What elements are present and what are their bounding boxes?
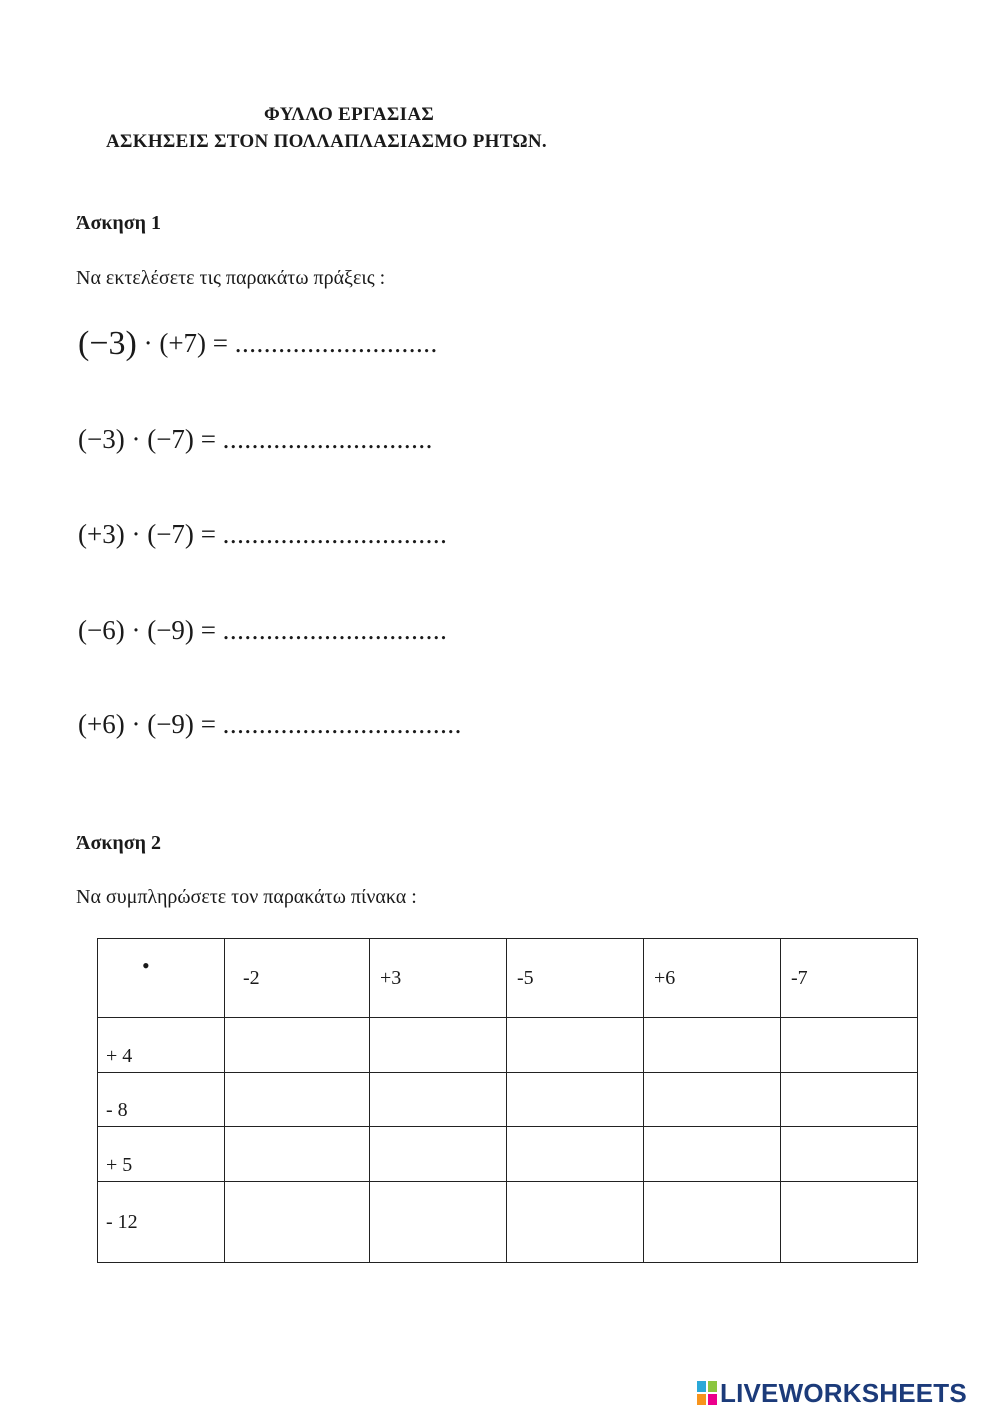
answer-cell[interactable]: [644, 1182, 781, 1263]
operand-b: (−7): [147, 519, 194, 549]
expression-3: [78, 519, 447, 550]
answer-cell[interactable]: [507, 1182, 644, 1263]
table-row: [98, 1073, 918, 1127]
operand-b: (−9): [147, 709, 194, 739]
multiply-dot: ·: [131, 424, 141, 454]
answer-cell[interactable]: [644, 1018, 781, 1073]
answer-cell[interactable]: [225, 1018, 370, 1073]
answer-cell[interactable]: [507, 1127, 644, 1182]
answer-cell[interactable]: [370, 1182, 507, 1263]
equals-sign: =: [200, 424, 216, 454]
answer-cell[interactable]: [644, 1127, 781, 1182]
worksheet-subtitle: ΑΣΚΗΣΕΙΣ ΣΤΟΝ ΠΟΛΛΑΠΛΑΣΙΑΣΜΟ ΡΗΤΩΝ.: [106, 131, 547, 152]
row-header: - 8: [98, 1073, 225, 1127]
row-header: + 4: [98, 1018, 225, 1073]
answer-blank[interactable]: ............................: [234, 328, 438, 358]
liveworksheets-logo-icon: [697, 1381, 717, 1405]
operand-b: (−9): [147, 615, 194, 645]
answer-cell[interactable]: [225, 1182, 370, 1263]
answer-cell[interactable]: [370, 1073, 507, 1127]
answer-blank[interactable]: .............................: [222, 424, 433, 454]
equals-sign: =: [200, 615, 216, 645]
operand-a: (+3): [78, 519, 125, 549]
exercise-1-instruction: Να εκτελέσετε τις παρακάτω πράξεις :: [76, 267, 386, 289]
liveworksheets-logo: [697, 1376, 967, 1410]
multiply-dot: ·: [131, 709, 141, 739]
row-header: + 5: [98, 1127, 225, 1182]
answer-blank[interactable]: .................................: [222, 709, 462, 739]
table-row: [98, 1127, 918, 1182]
operand-b: (−7): [147, 424, 194, 454]
multiply-dot-symbol: •: [142, 953, 150, 978]
multiply-dot: ·: [131, 615, 141, 645]
row-header: - 12: [98, 1182, 225, 1263]
exercise-2-instruction: Να συμπληρώσετε τον παρακάτω πίνακα :: [76, 886, 417, 908]
answer-cell[interactable]: [781, 1127, 918, 1182]
column-header: -5: [507, 939, 644, 1018]
table-row: [98, 1182, 918, 1263]
answer-cell[interactable]: [507, 1073, 644, 1127]
expression-4: [78, 615, 447, 646]
worksheet-title: ΦΥΛΛΟ ΕΡΓΑΣΙΑΣ: [264, 104, 435, 125]
answer-cell[interactable]: [370, 1127, 507, 1182]
equals-sign: =: [200, 709, 216, 739]
multiply-dot: ·: [143, 328, 153, 358]
answer-cell[interactable]: [370, 1018, 507, 1073]
column-header: +3: [370, 939, 507, 1018]
answer-cell[interactable]: [781, 1073, 918, 1127]
answer-blank[interactable]: ...............................: [222, 519, 448, 549]
table-header-row: [98, 939, 918, 1018]
answer-cell[interactable]: [225, 1073, 370, 1127]
expression-5: [78, 709, 462, 740]
multiplication-table: [97, 938, 918, 1263]
operand-a: (−3): [78, 424, 125, 454]
operand-a: (+6): [78, 709, 125, 739]
answer-cell[interactable]: [781, 1182, 918, 1263]
answer-cell[interactable]: [644, 1073, 781, 1127]
answer-blank[interactable]: ...............................: [222, 615, 448, 645]
operand-a: (−3): [78, 325, 137, 362]
answer-cell[interactable]: [225, 1127, 370, 1182]
operand-b: (+7): [159, 328, 207, 358]
table-row: [98, 1018, 918, 1073]
equals-sign: =: [200, 519, 216, 549]
table-corner-cell: [98, 939, 225, 1018]
answer-cell[interactable]: [507, 1018, 644, 1073]
expression-2: [78, 424, 433, 455]
column-header: -2: [225, 939, 370, 1018]
column-header: -7: [781, 939, 918, 1018]
equals-sign: =: [212, 328, 229, 358]
column-header: +6: [644, 939, 781, 1018]
multiply-dot: ·: [131, 519, 141, 549]
expression-1: [78, 325, 438, 363]
brand-name: LIVEWORKSHEETS: [720, 1377, 967, 1408]
exercise-1-heading: Άσκηση 1: [76, 212, 162, 234]
answer-cell[interactable]: [781, 1018, 918, 1073]
exercise-2-heading: Άσκηση 2: [76, 832, 162, 854]
operand-a: (−6): [78, 615, 125, 645]
